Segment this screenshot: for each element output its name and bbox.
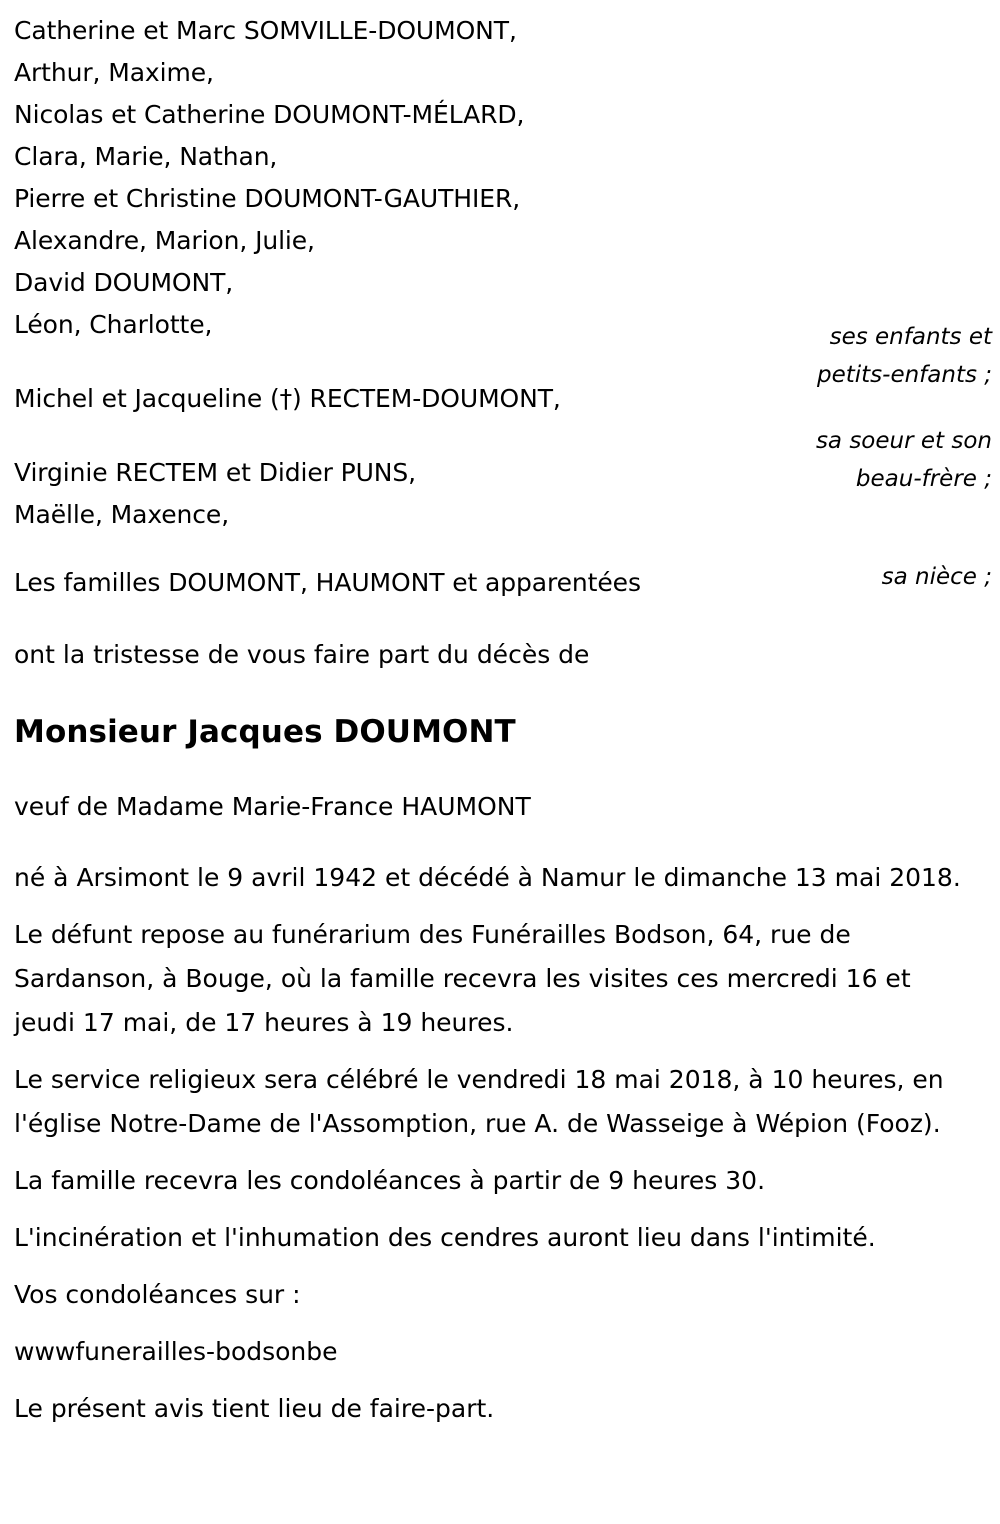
deceased-name: Monsieur Jacques DOUMONT [14, 714, 516, 750]
survivor-group-sister [14, 378, 992, 420]
survivor-line: Virginie RECTEM et Didier PUNS, [14, 458, 417, 487]
announcement-lead: ont la tristesse de vous faire part du décès de [14, 640, 590, 669]
detail-paragraph-cremation: L'incinération et l'inhumation des cendres auront lieu dans l'intimité. [14, 1223, 876, 1252]
detail-paragraph-birth-death: né à Arsimont le 9 avril 1942 et décédé à Namur le dimanche 13 mai 2018. [14, 863, 961, 892]
survivor-line: Maëlle, Maxence, [14, 500, 230, 529]
survivor-line: Clara, Marie, Nathan, [14, 142, 278, 171]
detail-paragraph-notice-footer: Le présent avis tient lieu de faire-part. [14, 1394, 495, 1423]
spouse-line: veuf de Madame Marie-France HAUMONT [14, 792, 531, 821]
survivor-line: Nicolas et Catherine DOUMONT-MÉLARD, [14, 100, 525, 129]
details-section [14, 856, 992, 1431]
relation-line: sa nièce ; [881, 564, 992, 590]
survivor-group-niece [14, 452, 992, 536]
survivor-group-families [14, 562, 992, 604]
relation-line: ses enfants et [829, 324, 992, 350]
relation-line: petits-enfants ; [816, 362, 992, 388]
detail-paragraph-condolences-time: La famille recevra les condoléances à partir de 9 heures 30. [14, 1166, 766, 1195]
survivors-section [14, 10, 992, 604]
detail-paragraph-religious-service: Le service religieux sera célébré le vendredi 18 mai 2018, à 10 heures, en l'église Notre-Dame de l'Assomption, rue A. de Wasseige à Wépion (Fooz). [14, 1065, 944, 1138]
survivor-line: Pierre et Christine DOUMONT-GAUTHIER, [14, 184, 521, 213]
survivor-line: David DOUMONT, [14, 268, 234, 297]
survivor-line: Les familles DOUMONT, HAUMONT et apparentées [14, 568, 641, 597]
relation-line: beau-frère ; [855, 466, 992, 492]
condolences-website[interactable]: wwwfunerailles-bodsonbe [14, 1337, 338, 1366]
detail-paragraph-funeral-home: Le défunt repose au funérarium des Funérailles Bodson, 64, rue de Sardanson, à Bouge, où la famille recevra les visites ces mercredi 16 et jeudi 17 mai, de 17 heures à 19 heures. [14, 920, 911, 1037]
relation-line: sa soeur et son [815, 428, 992, 454]
survivor-line: Catherine et Marc SOMVILLE-DOUMONT, [14, 16, 517, 45]
survivor-line: Michel et Jacqueline (†) RECTEM-DOUMONT, [14, 384, 561, 413]
survivor-line: Léon, Charlotte, [14, 310, 213, 339]
survivor-line: Arthur, Maxime, [14, 58, 214, 87]
detail-paragraph-condolences-prompt: Vos condoléances sur : [14, 1280, 301, 1309]
survivor-line: Alexandre, Marion, Julie, [14, 226, 315, 255]
